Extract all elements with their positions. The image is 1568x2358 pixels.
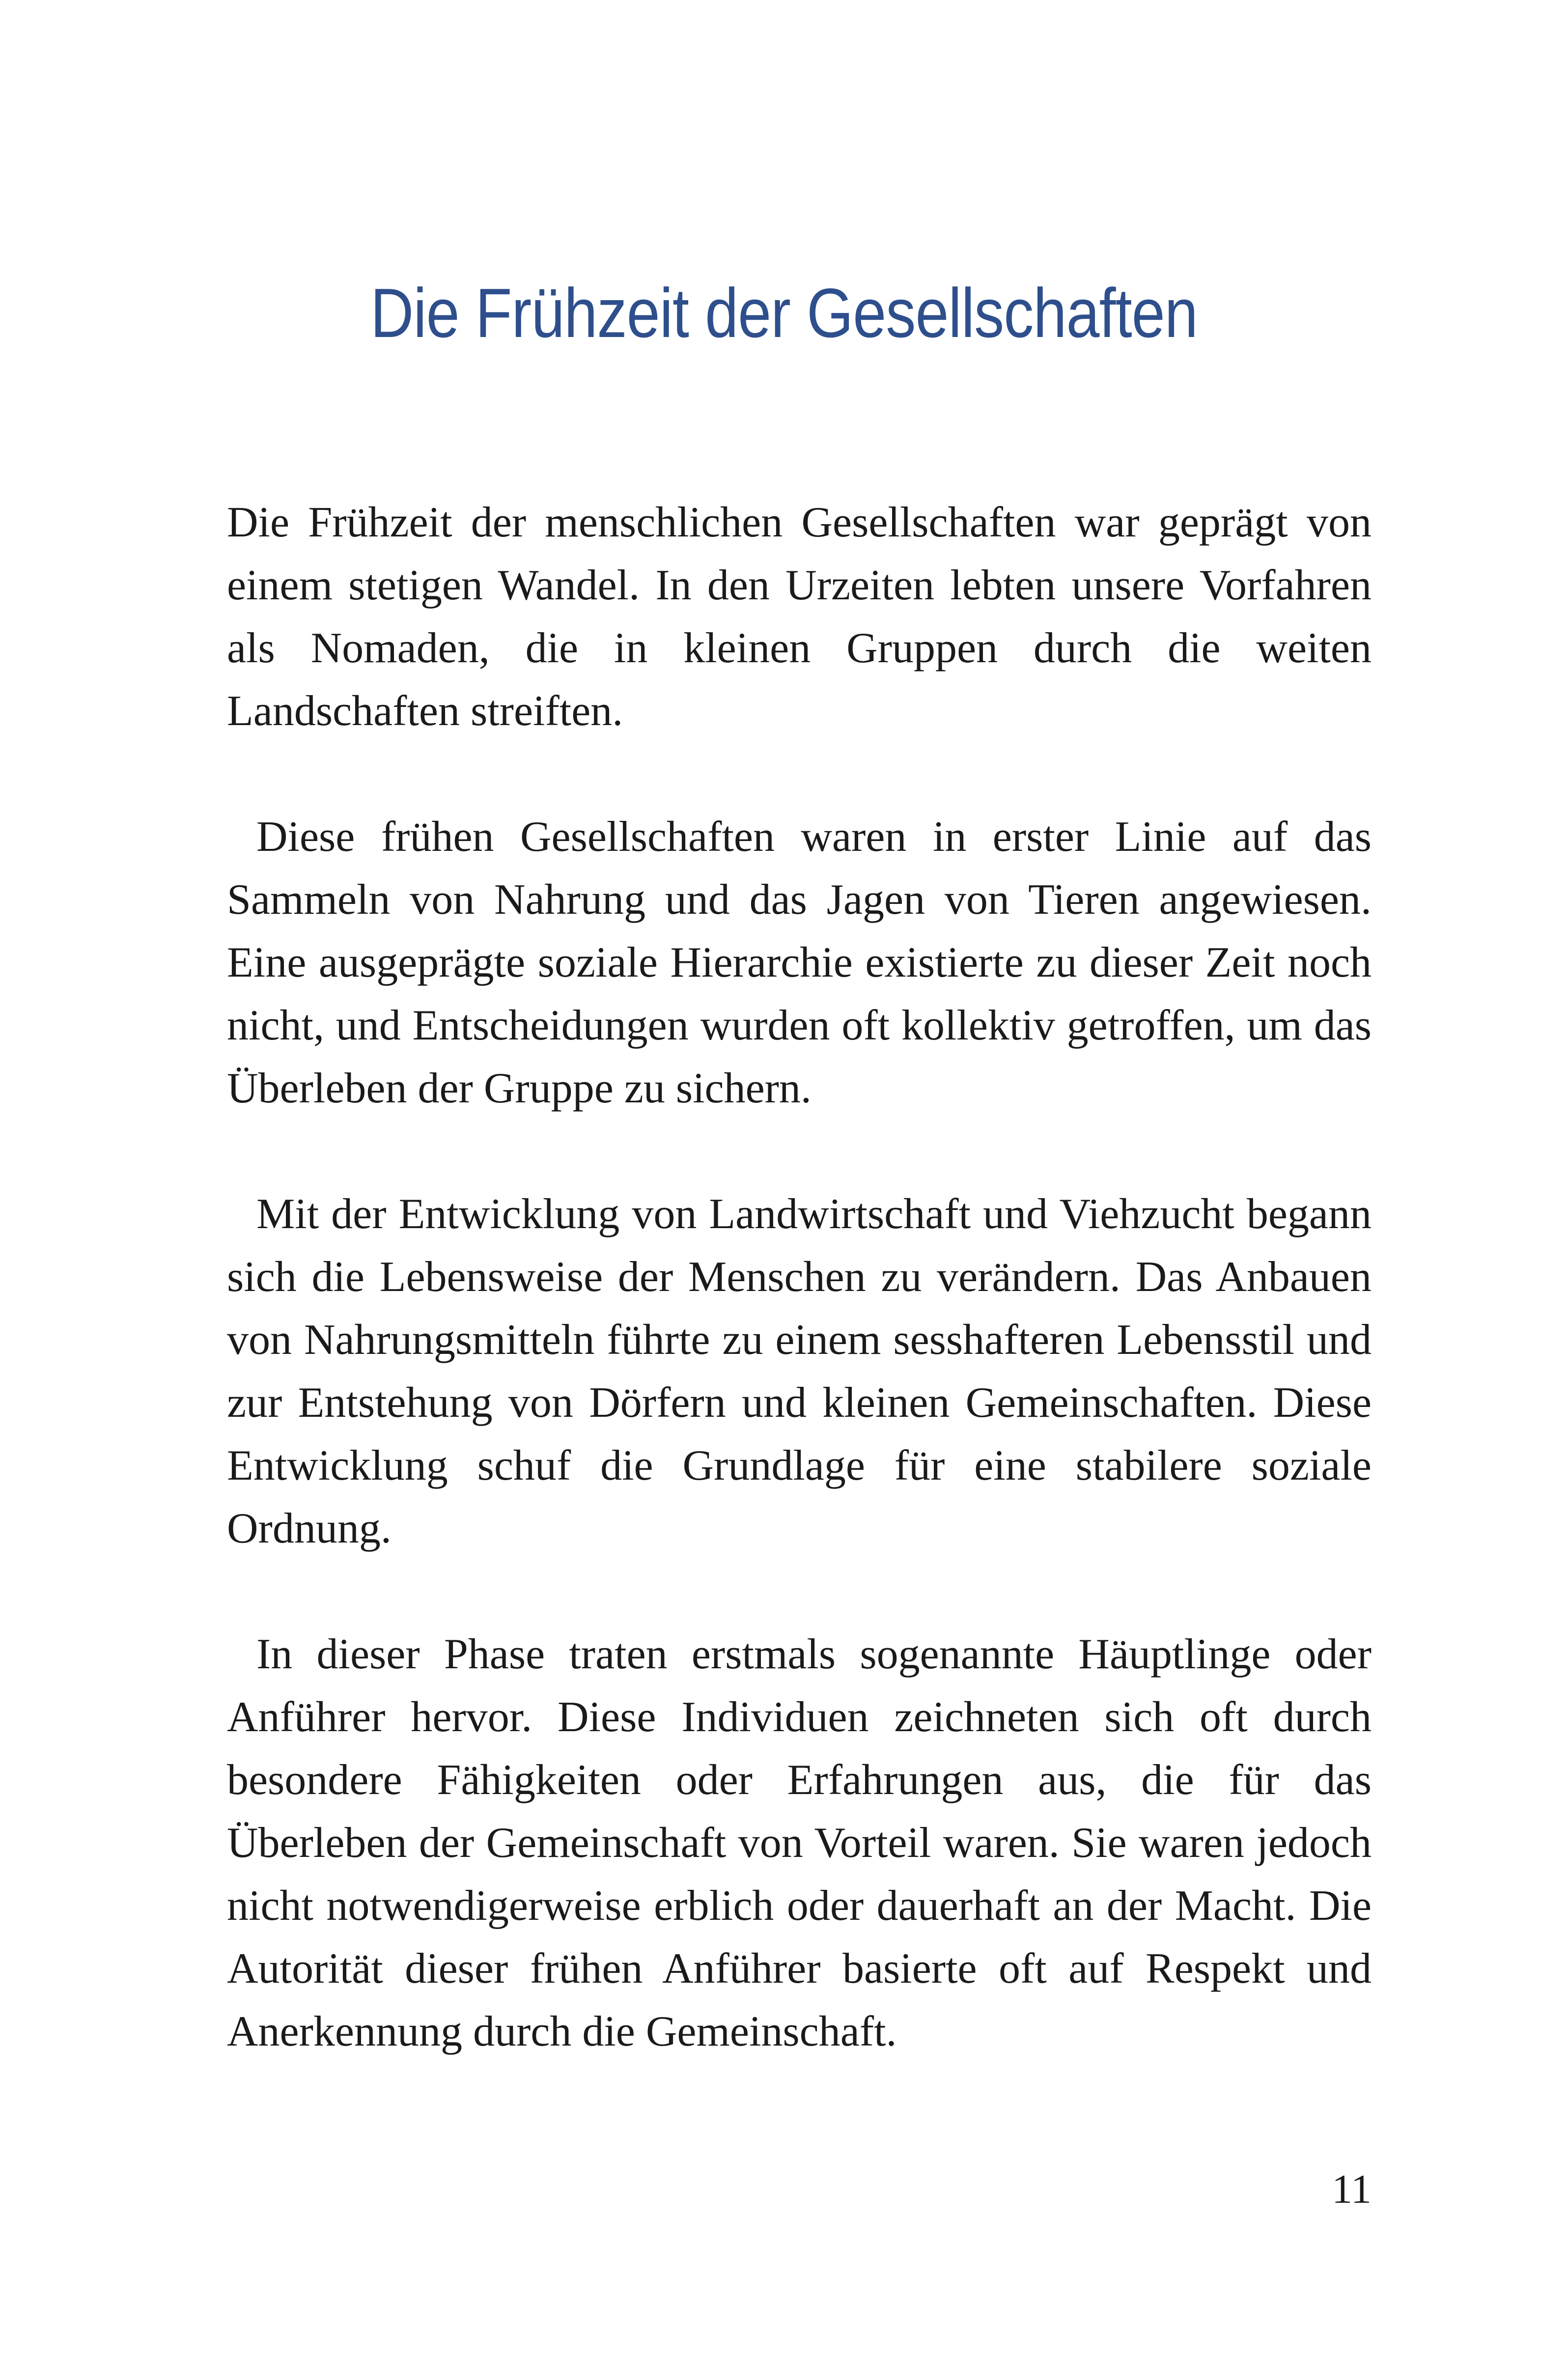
paragraph-4: In dieser Phase traten erstmals sogenannte Häuptlinge oder Anführer hervor. Diese Individuen zeichneten sich oft durch besondere Fähigkeiten oder Erfahrungen aus, die für das Überleben der Gemeinschaft von Vorteil waren. Sie waren jedoch nicht notwendigerweise erblich oder dauerhaft an der Macht. Die Autorität dieser frühen Anführer basierte oft auf Respekt und Anerkennung durch die Gemeinschaft. (227, 1630, 1372, 2055)
paragraph-1: Die Frühzeit der menschlichen Gesellschaften war geprägt von einem stetigen Wandel. In den Urzeiten lebten unsere Vorfahren als Nomaden, die in kleinen Gruppen durch die weiten Landschaften streiften. (227, 499, 1372, 735)
paragraph-2: Diese frühen Gesellschaften waren in erster Linie auf das Sammeln von Nahrung und das Jagen von Tieren angewiesen. Eine ausgeprägte soziale Hierarchie existierte zu dieser Zeit noch nicht, und Entscheidungen wurden oft kollektiv getroffen, um das Überleben der Gruppe zu sichern. (227, 813, 1372, 1112)
paragraph-3: Mit der Entwicklung von Landwirtschaft und Viehzucht begann sich die Lebensweise der Menschen zu verändern. Das Anbauen von Nahrungsmitteln führte zu einem sesshafteren Lebensstil und zur Entstehung von Dörfern und kleinen Gemeinschaften. Diese Entwicklung schuf die Grundlage für eine stabilere soziale Ordnung. (227, 1190, 1372, 1552)
chapter-title: Die Frühzeit der Gesellschaften (370, 274, 1198, 352)
page-number: 11 (1332, 2166, 1372, 2212)
body-text (227, 491, 1372, 2126)
